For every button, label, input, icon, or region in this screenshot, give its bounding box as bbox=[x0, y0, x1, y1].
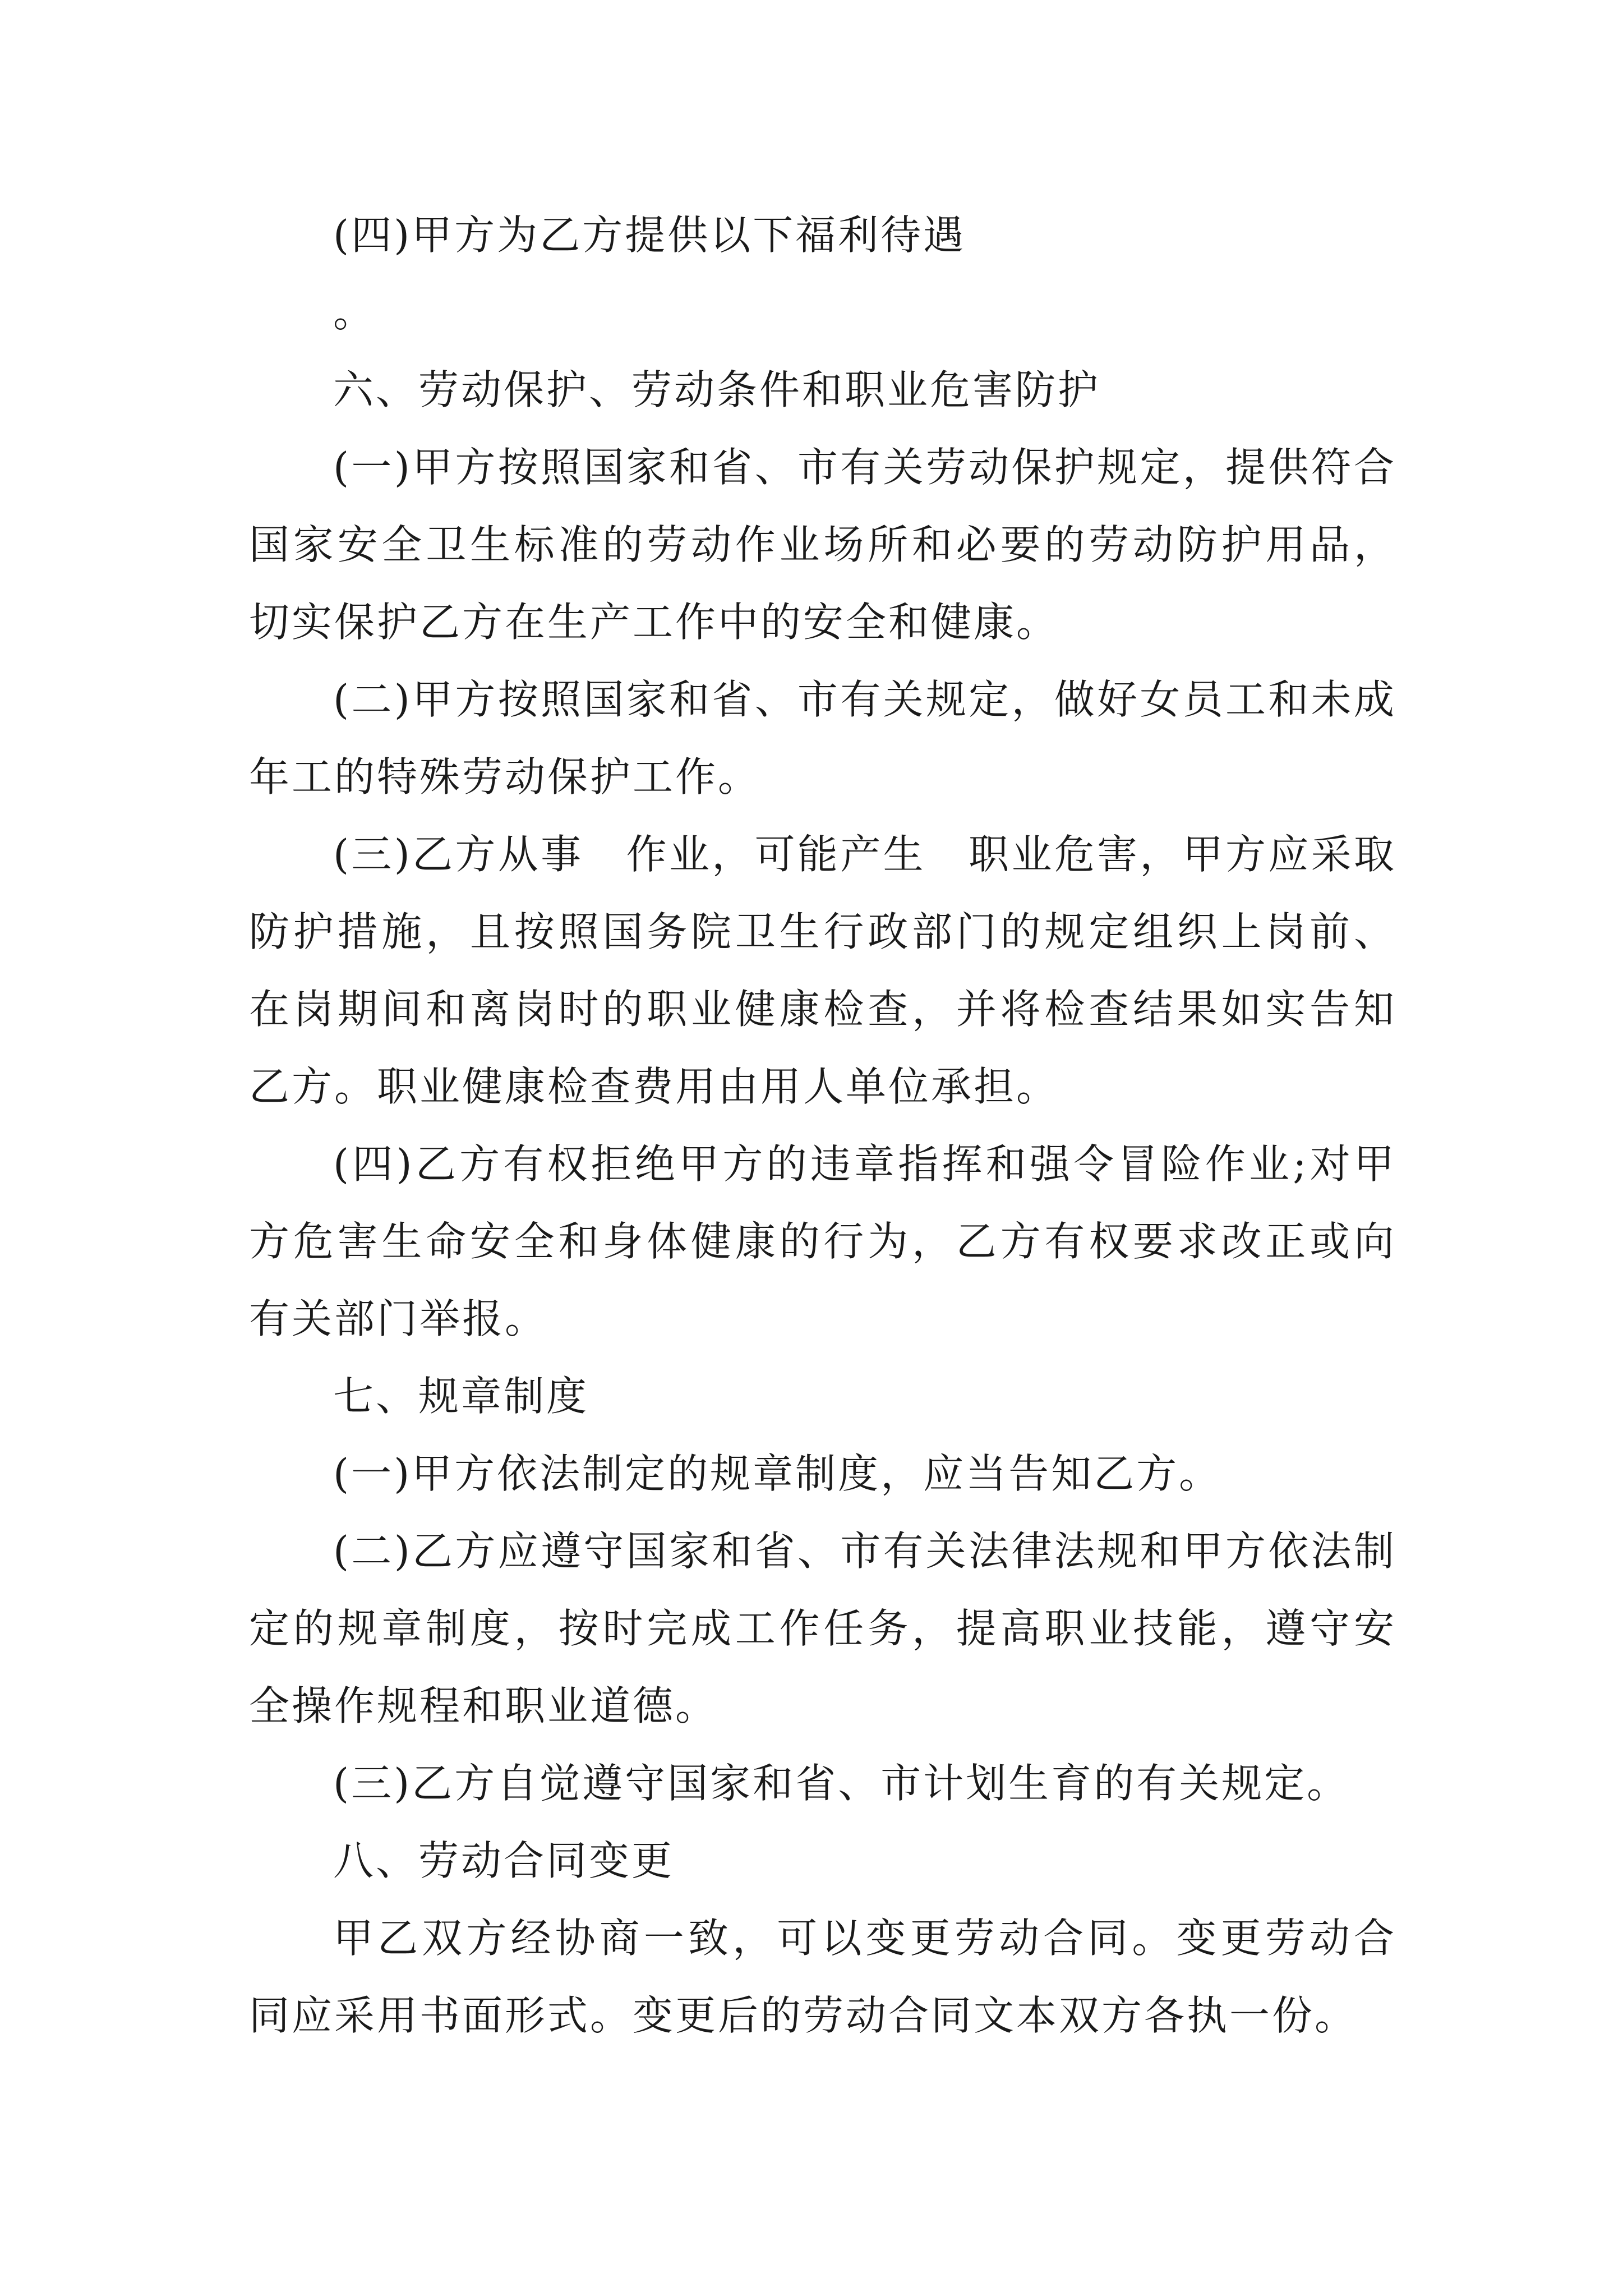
document-body bbox=[249, 196, 1440, 2054]
paragraph-rules-3: (三)乙方自觉遵守国家和省、市计划生育的有关规定。 bbox=[333, 1760, 1350, 1807]
section-heading-labor-protection: 六、劳动保护、劳动条件和职业危害防护 bbox=[333, 366, 1101, 413]
paragraph-contract-change: 甲乙双方经协商一致，可以变更劳动合同。变更劳动合同应采用书面形式。变更后的劳动合同文本双方各执一份。 bbox=[249, 1915, 1396, 2039]
paragraph-labor-protection-1: (一)甲方按照国家和省、市有关劳动保护规定，提供符合国家安全卫生标准的劳动作业场所和必要的劳动防护用品，切实保护乙方在生产工作中的安全和健康。 bbox=[249, 444, 1396, 646]
section-heading-rules: 七、规章制度 bbox=[333, 1373, 589, 1420]
paragraph-labor-protection-3: (三)乙方从事 作业，可能产生 职业危害，甲方应采取 防护措施，且按照国务院卫生行政部门的规定组织上岗前、在岗期间和离岗时的职业健康检查，并将检查结果如实告知乙方。职业健康检查费用由用人单位承担。 bbox=[249, 831, 1440, 1110]
paragraph-period: 。 bbox=[333, 289, 376, 336]
paragraph-labor-protection-2: (二)甲方按照国家和省、市有关规定，做好女员工和未成年工的特殊劳动保护工作。 bbox=[249, 676, 1396, 800]
paragraph-rules-2: (二)乙方应遵守国家和省、市有关法律法规和甲方依法制定的规章制度，按时完成工作任务，提高职业技能，遵守安全操作规程和职业道德。 bbox=[249, 1527, 1396, 1729]
paragraph-rules-1: (一)甲方依法制定的规章制度，应当告知乙方。 bbox=[333, 1450, 1222, 1497]
paragraph-benefits: (四)甲方为乙方提供以下福利待遇 bbox=[333, 211, 966, 259]
paragraph-labor-protection-4: (四)乙方有权拒绝甲方的违章指挥和强令冒险作业;对甲方危害生命安全和身体健康的行为，乙方有权要求改正或向有关部门举报。 bbox=[249, 1140, 1396, 1342]
section-heading-contract-change: 八、劳动合同变更 bbox=[333, 1837, 675, 1884]
